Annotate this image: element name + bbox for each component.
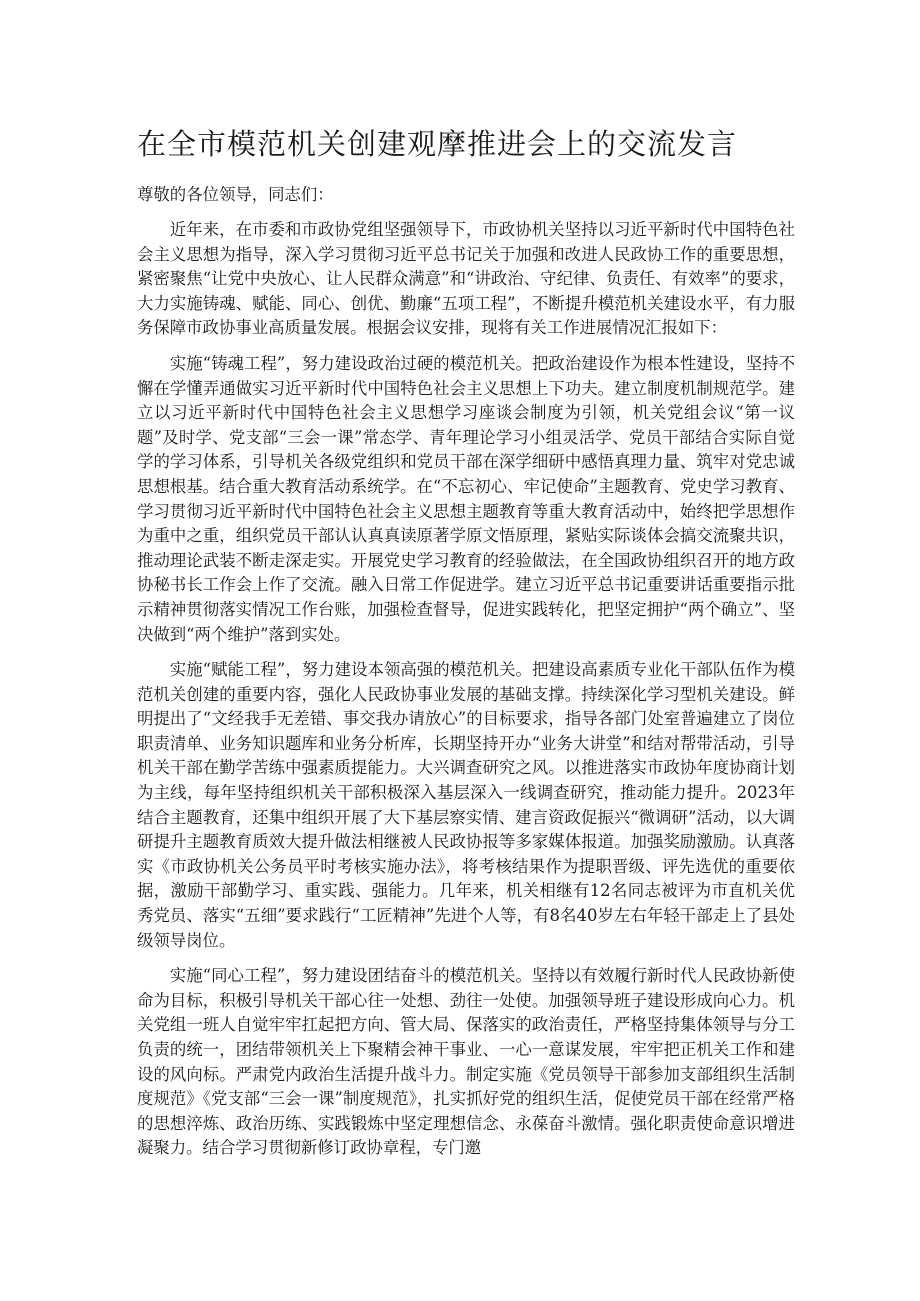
- document-title: 在全市模范机关创建观摩推进会上的交流发言: [137, 127, 738, 161]
- paragraph-intro: 近年来，在市委和市政协党组坚强领导下，市政协机关坚持以习近平新时代中国特色社会主义思想为指导，深入学习贯彻习近平总书记关于加强和改进人民政协工作的重要思想，紧密聚焦“让党中央放心、让人民群众满意”和“讲政治、守纪律、负责任、有效率”的要求，大力实施铸魂、赋能、同心、创优、勤廉“五项工程”，不断提升模范机关建设水平，有力服务保障市政协事业高质量发展。根据会议安排，现将有关工作进展情况汇报如下：: [137, 220, 795, 338]
- paragraph-soul-casting-project: 实施“铸魂工程”，努力建设政治过硬的模范机关。把政治建设作为根本性建设，坚持不懈在学懂弄通做实习近平新时代中国特色社会主义思想上下功夫。建立制度机制规范学。建立以习近平新时代中国特色社会主义思想学习座谈会制度为引领，机关党组会议“第一议题”及时学、党支部“三会一课”常态学、青年理论学习小组灵活学、党员干部结合实际自觉学的学习体系，引导机关各级党组织和党员干部在深学细研中感悟真理力量、筑牢对党忠诚思想根基。结合重大教育活动系统学。在“不忘初心、牢记使命”主题教育、党史学习教育、学习贯彻习近平新时代中国特色社会主义思想主题教育等重大教育活动中，始终把学思想作为重中之重，组织党员干部认认真真读原著学原文悟原理，紧贴实际谈体会搞交流聚共识，推动理论武装不断走深走实。开展党史学习教育的经验做法，在全国政协组织召开的地方政协秘书长工作会上作了交流。融入日常工作促进学。建立习近平总书记重要讲话重要指示批示精神贯彻落实情况工作台账，加强检查督导，促进实践转化，把坚定拥护“两个确立”、坚决做到“两个维护”落到实处。: [137, 353, 795, 644]
- paragraph-empowerment-project: 实施“赋能工程”，努力建设本领高强的模范机关。把建设高素质专业化干部队伍作为模范机关创建的重要内容，强化人民政协事业发展的基础支撑。持续深化学习型机关建设。鲜明提出了“文经我手无差错、事交我办请放心”的目标要求，指导各部门处室普遍建立了岗位职责清单、业务知识题库和业务分析库，长期坚持开办“业务大讲堂”和结对帮带活动，引导机关干部在勤学苦练中强素质提能力。大兴调查研究之风。以推进落实市政协年度协商计划为主线，每年坚持组织机关干部积极深入基层深入一线调查研究，推动能力提升。2023年结合主题教育，还集中组织开展了大下基层察实情、建言资政促振兴“微调研”活动，以大调研提升主题教育质效大提升做法相继被人民政协报等多家媒体报道。加强奖励激励。认真落实《市政协机关公务员平时考核实施办法》，将考核结果作为提职晋级、评先选优的重要依据，激励干部勤学习、重实践、强能力。几年来，机关相继有12名同志被评为市直机关优秀党员、落实“五细”要求践行“工匠精神”先进个人等，有8名40岁左右年轻干部走上了县处级领导岗位。: [137, 660, 795, 950]
- document-body: [137, 182, 795, 1172]
- paragraph-unity-project: 实施“同心工程”，努力建设团结奋斗的模范机关。坚持以有效履行新时代人民政协新使命为目标，积极引导机关干部心往一处想、劲往一处使。加强领导班子建设形成向心力。机关党组一班人自觉牢牢扛起把方向、管大局、保落实的政治责任，严格坚持集体领导与分工负责的统一，团结带领机关上下聚精会神干事业、一心一意谋发展，牢牢把正机关工作和建设的风向标。严肃党内政治生活提升战斗力。制定实施《党员领导干部参加支部组织生活制度规范》《党支部“三会一课”制度规范》，扎实抓好党的组织生活，促使党员干部在经常严格的思想淬炼、政治历练、实践锻炼中坚定理想信念、永葆奋斗激情。强化职责使命意识增进凝聚力。结合学习贯彻新修订政协章程，专门邀: [137, 966, 795, 1158]
- salutation: 尊敬的各位领导，同志们：: [137, 185, 334, 204]
